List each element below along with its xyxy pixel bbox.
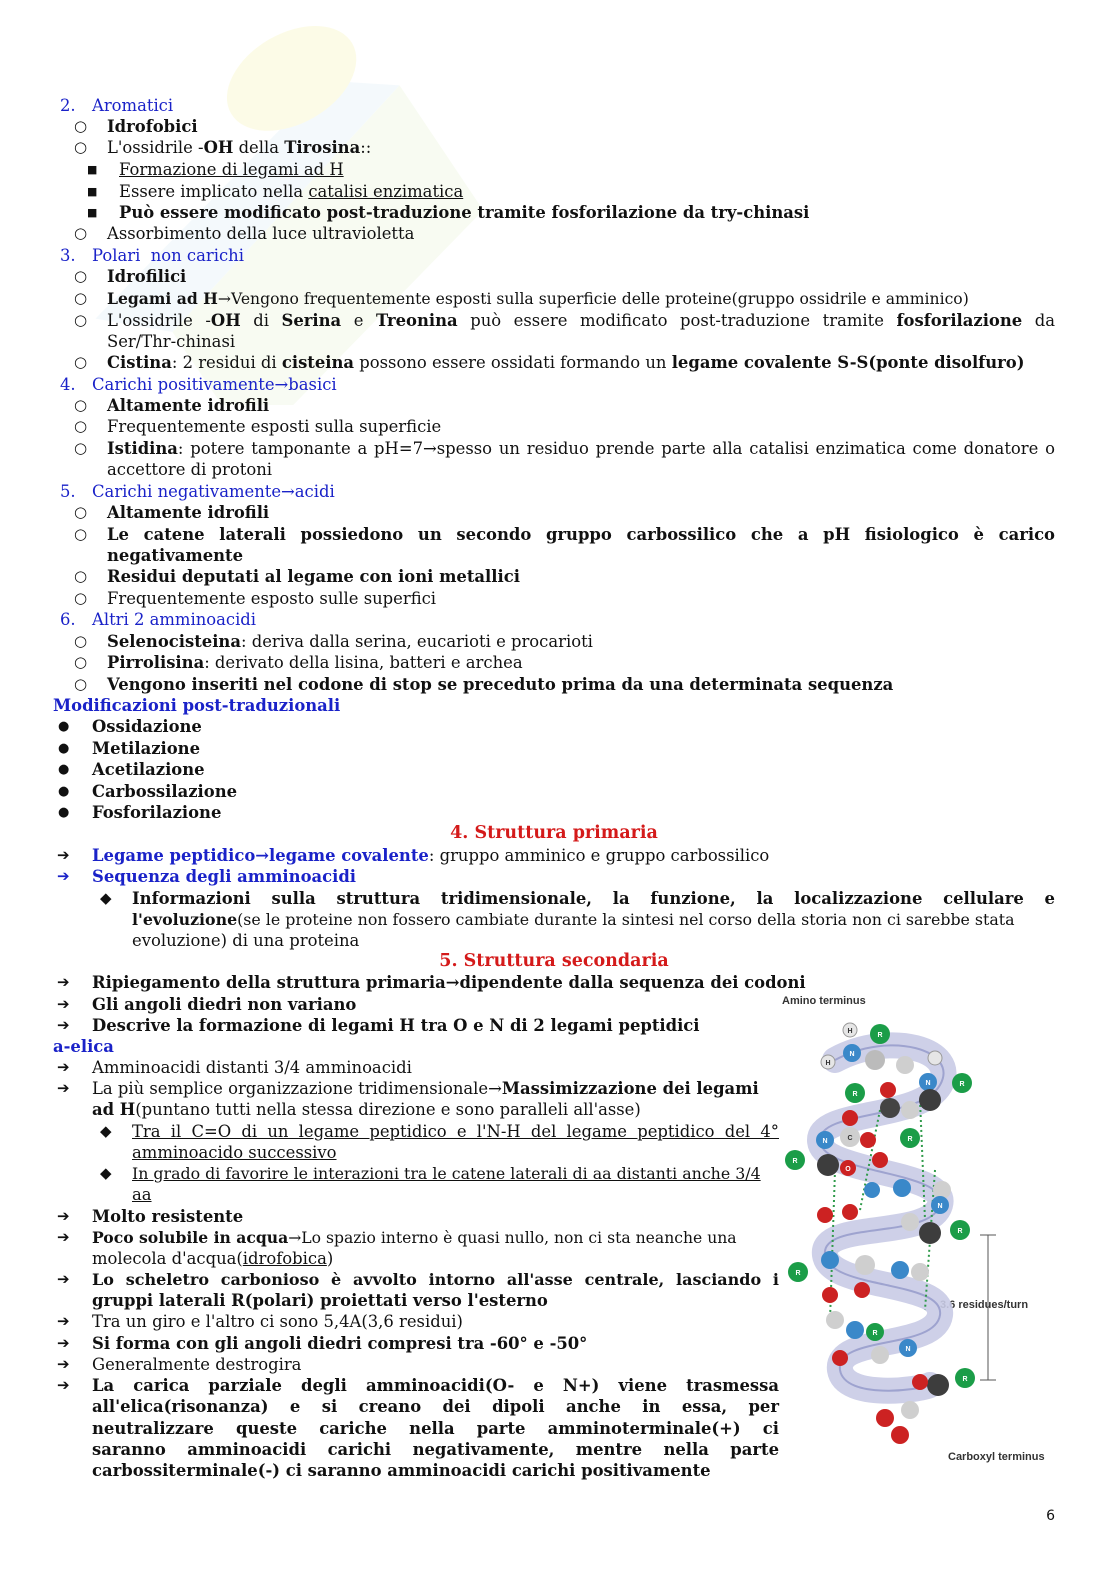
list-item: Cistina: 2 residui di cisteina possono essere ossidati formando un legame covalente S-S(ponte disolfuro) bbox=[107, 353, 1025, 372]
carboxyl-terminus-label: Carboxyl terminus bbox=[948, 1451, 1045, 1463]
list-item: L'ossidrile -OH di Serina e Treonina può essere modificato post-traduzione tramite fosforilazione da bbox=[107, 311, 1056, 330]
list-item: Metilazione bbox=[92, 739, 201, 758]
list-item: Informazioni sulla struttura tridimensionale, la funzione, la localizzazione cellulare e bbox=[132, 889, 1055, 908]
svg-text:N: N bbox=[925, 1080, 931, 1087]
circle-bullet-icon: ○ bbox=[74, 675, 88, 693]
section-title-altri: Altri 2 amminoacidi bbox=[92, 610, 257, 629]
list-item-continuation: evoluzione) di una proteina bbox=[132, 931, 360, 950]
list-item: Ripiegamento della struttura primaria→dipendente dalla sequenza dei codoni bbox=[92, 973, 806, 992]
arrow-bullet-icon: ➔ bbox=[57, 1207, 70, 1225]
arrow-bullet-icon: ➔ bbox=[57, 1270, 70, 1288]
section-title-polari: Polari non carichi bbox=[92, 246, 244, 265]
arrow-bullet-icon: ➔ bbox=[57, 1228, 70, 1246]
list-item-continuation: aa bbox=[132, 1185, 152, 1204]
square-bullet-icon: ■ bbox=[87, 206, 98, 219]
dot-bullet-icon: ● bbox=[58, 762, 70, 777]
list-item-continuation: all'elica(risonanza) e si creano dei dipoli anche in essa, per bbox=[92, 1397, 779, 1416]
arrow-bullet-icon: ➔ bbox=[57, 1376, 70, 1394]
arrow-bullet-icon: ➔ bbox=[57, 846, 70, 864]
circle-bullet-icon: ○ bbox=[74, 117, 88, 135]
svg-text:R: R bbox=[877, 1032, 883, 1039]
list-item: Può essere modificato post-traduzione tramite fosforilazione da try-chinasi bbox=[119, 203, 810, 222]
list-item: Essere implicato nella catalisi enzimatica bbox=[119, 182, 464, 201]
list-number: 6. bbox=[60, 610, 76, 629]
list-number: 2. bbox=[60, 96, 76, 115]
section-title-alfa-elica: a-elica bbox=[53, 1037, 114, 1056]
arrow-bullet-icon: ➔ bbox=[57, 1312, 70, 1330]
list-item: Idrofobici bbox=[107, 117, 198, 136]
svg-text:R: R bbox=[962, 1376, 968, 1383]
svg-text:N: N bbox=[849, 1051, 855, 1058]
svg-text:R: R bbox=[792, 1158, 798, 1165]
list-number: 5. bbox=[60, 482, 76, 501]
list-item-continuation: carbossiterminale(-) ci saranno amminoacidi carichi positivamente bbox=[92, 1461, 711, 1480]
list-item: Amminoacidi distanti 3/4 amminoacidi bbox=[92, 1058, 412, 1077]
svg-text:R: R bbox=[872, 1330, 878, 1337]
list-item: Descrive la formazione di legami H tra O e N di 2 legami peptidici bbox=[92, 1016, 700, 1035]
list-item-continuation: accettore di protoni bbox=[107, 460, 273, 479]
heading-struttura-secondaria: 5. Struttura secondaria bbox=[439, 951, 669, 971]
list-item: Altamente idrofili bbox=[107, 503, 270, 522]
list-item-continuation: Ser/Thr-chinasi bbox=[107, 332, 236, 351]
section-title-aromatici: Aromatici bbox=[92, 96, 174, 115]
heading-struttura-primaria: 4. Struttura primaria bbox=[450, 823, 658, 843]
diamond-bullet-icon: ◆ bbox=[100, 889, 112, 907]
list-item: Frequentemente esposti sulla superficie bbox=[107, 417, 442, 436]
list-item: Istidina: potere tamponante a pH=7→spesso un residuo prende parte alla catalisi enzimatica come donatore o bbox=[107, 439, 1055, 458]
section-title-negativi: Carichi negativamente→acidi bbox=[92, 482, 335, 501]
list-item: Molto resistente bbox=[92, 1207, 244, 1226]
list-item: Pirrolisina: derivato della lisina, batteri e archea bbox=[107, 653, 523, 672]
svg-text:N: N bbox=[937, 1203, 943, 1210]
circle-bullet-icon: ○ bbox=[74, 396, 88, 414]
list-item: Sequenza degli amminoacidi bbox=[92, 867, 357, 886]
list-item: Vengono inseriti nel codone di stop se preceduto prima da una determinata sequenza bbox=[107, 675, 894, 694]
circle-bullet-icon: ○ bbox=[74, 267, 88, 285]
dot-bullet-icon: ● bbox=[58, 719, 70, 734]
list-item: Selenocisteina: deriva dalla serina, eucarioti e procarioti bbox=[107, 632, 593, 651]
list-item: La più semplice organizzazione tridimensionale→Massimizzazione dei legami bbox=[92, 1079, 759, 1098]
circle-bullet-icon: ○ bbox=[74, 224, 88, 242]
list-item: Gli angoli diedri non variano bbox=[92, 995, 357, 1014]
list-item: Tra un giro e l'altro ci sono 5,4A(3,6 residui) bbox=[92, 1312, 463, 1331]
circle-bullet-icon: ○ bbox=[74, 311, 88, 329]
list-item-continuation: amminoacido successivo bbox=[132, 1143, 337, 1162]
circle-bullet-icon: ○ bbox=[74, 589, 88, 607]
arrow-bullet-icon: ➔ bbox=[57, 1016, 70, 1034]
circle-bullet-icon: ○ bbox=[74, 503, 88, 521]
list-item: Generalmente destrogira bbox=[92, 1355, 302, 1374]
arrow-bullet-icon: ➔ bbox=[57, 867, 70, 885]
section-title-positivi: Carichi positivamente→basici bbox=[92, 375, 337, 394]
arrow-bullet-icon: ➔ bbox=[57, 1058, 70, 1076]
list-item: Ossidazione bbox=[92, 717, 202, 736]
list-item: In grado di favorire le interazioni tra le catene laterali di aa distanti anche 3/4 bbox=[132, 1164, 761, 1183]
alpha-helix-figure bbox=[780, 990, 1080, 1480]
list-item: Tra il C=O di un legame peptidico e l'N-H del legame peptidico del 4° bbox=[132, 1122, 779, 1141]
circle-bullet-icon: ○ bbox=[74, 353, 88, 371]
list-item-continuation: molecola d'acqua(idrofobica) bbox=[92, 1249, 334, 1268]
circle-bullet-icon: ○ bbox=[74, 417, 88, 435]
list-item: Acetilazione bbox=[92, 760, 205, 779]
list-item-continuation: l'evoluzione(se le proteine non fossero cambiate durante la sintesi nel corso della storia non ci sarebbe stata bbox=[132, 910, 1015, 929]
list-item: Legami ad H→Vengono frequentemente esposti sulla superficie delle proteine(gruppo ossidrile e amminico) bbox=[107, 289, 969, 308]
diamond-bullet-icon: ◆ bbox=[100, 1122, 112, 1140]
circle-bullet-icon: ○ bbox=[74, 525, 88, 543]
list-number: 4. bbox=[60, 375, 76, 394]
section-title-modificazioni: Modificazioni post-traduzionali bbox=[53, 696, 341, 715]
list-item: Formazione di legami ad H bbox=[119, 160, 344, 179]
svg-text:R: R bbox=[852, 1091, 858, 1098]
list-item: La carica parziale degli amminoacidi(O- e N+) viene trasmessa bbox=[92, 1376, 779, 1395]
circle-bullet-icon: ○ bbox=[74, 653, 88, 671]
svg-text:O: O bbox=[845, 1166, 851, 1173]
arrow-bullet-icon: ➔ bbox=[57, 973, 70, 991]
list-item: Assorbimento della luce ultravioletta bbox=[107, 224, 415, 243]
page-number: 6 bbox=[1046, 1508, 1055, 1524]
list-item: Carbossilazione bbox=[92, 782, 238, 801]
svg-text:R: R bbox=[907, 1136, 913, 1143]
svg-text:H: H bbox=[825, 1060, 831, 1067]
svg-text:C: C bbox=[847, 1135, 853, 1142]
dot-bullet-icon: ● bbox=[58, 741, 70, 756]
square-bullet-icon: ■ bbox=[87, 163, 98, 176]
list-item-continuation: saranno amminoacidi carichi negativamente, mentre nella parte bbox=[92, 1440, 779, 1459]
svg-text:R: R bbox=[957, 1228, 963, 1235]
circle-bullet-icon: ○ bbox=[74, 632, 88, 650]
arrow-bullet-icon: ➔ bbox=[57, 1334, 70, 1352]
arrow-bullet-icon: ➔ bbox=[57, 995, 70, 1013]
dot-bullet-icon: ● bbox=[58, 805, 70, 820]
circle-bullet-icon: ○ bbox=[74, 439, 88, 457]
svg-text:N: N bbox=[905, 1346, 911, 1353]
list-item: Le catene laterali possiedono un secondo gruppo carbossilico che a pH fisiologico è carico bbox=[107, 525, 1055, 544]
svg-text:R: R bbox=[959, 1081, 965, 1088]
svg-text:N: N bbox=[822, 1138, 828, 1145]
list-item: Idrofilici bbox=[107, 267, 187, 286]
dot-bullet-icon: ● bbox=[58, 784, 70, 799]
list-number: 3. bbox=[60, 246, 76, 265]
circle-bullet-icon: ○ bbox=[74, 138, 88, 156]
circle-bullet-icon: ○ bbox=[74, 567, 88, 585]
list-item: Poco solubile in acqua→Lo spazio interno è quasi nullo, non ci sta neanche una bbox=[92, 1228, 737, 1247]
arrow-bullet-icon: ➔ bbox=[57, 1355, 70, 1373]
list-item: Frequentemente esposto sulle superfici bbox=[107, 589, 437, 608]
circle-bullet-icon: ○ bbox=[74, 289, 88, 307]
residues-per-turn-label: 3.6 residues/turn bbox=[940, 1299, 1029, 1311]
square-bullet-icon: ■ bbox=[87, 185, 98, 198]
svg-text:R: R bbox=[795, 1270, 801, 1277]
list-item: Legame peptidico→legame covalente: gruppo amminico e gruppo carbossilico bbox=[92, 846, 770, 865]
list-item-continuation: gruppi laterali R(polari) proiettati verso l'esterno bbox=[92, 1291, 548, 1310]
amino-terminus-label: Amino terminus bbox=[782, 995, 866, 1007]
list-item-continuation: ad H(puntano tutti nella stessa direzione e sono paralleli all'asse) bbox=[92, 1100, 641, 1119]
list-item: Fosforilazione bbox=[92, 803, 222, 822]
list-item-continuation: neutralizzare queste cariche nella parte amminoterminale(+) ci bbox=[92, 1419, 779, 1438]
list-item: Si forma con gli angoli diedri compresi tra -60° e -50° bbox=[92, 1334, 588, 1353]
list-item: Residui deputati al legame con ioni metallici bbox=[107, 567, 520, 586]
list-item: Altamente idrofili bbox=[107, 396, 270, 415]
list-item: L'ossidrile -OH della Tirosina:: bbox=[107, 138, 372, 157]
list-item: Lo scheletro carbonioso è avvolto intorno all'asse centrale, lasciando i bbox=[92, 1270, 779, 1289]
svg-text:H: H bbox=[847, 1028, 853, 1035]
list-item-continuation: negativamente bbox=[107, 546, 244, 565]
arrow-bullet-icon: ➔ bbox=[57, 1079, 70, 1097]
diamond-bullet-icon: ◆ bbox=[100, 1164, 112, 1182]
